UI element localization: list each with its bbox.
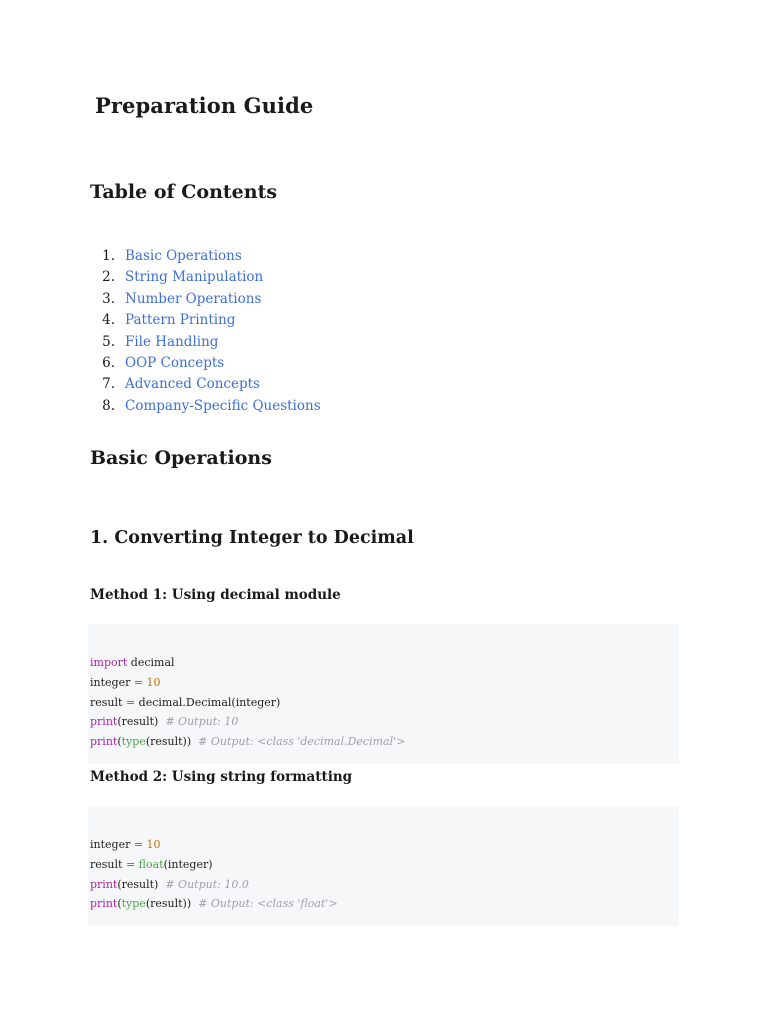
code-comment: # Output: 10.0 (165, 877, 249, 891)
code-builtin: float (138, 857, 164, 871)
code-text: decimal.Decimal(integer) (135, 695, 281, 709)
toc-item-string-manipulation (90, 267, 321, 288)
code-line (90, 693, 679, 713)
code-operator: = (133, 675, 144, 689)
code-function: print (90, 897, 118, 911)
toc-item-advanced-concepts (90, 374, 321, 395)
code-comment: # Output: <class 'float'> (198, 897, 338, 911)
toc-item-number: 5. (102, 333, 115, 350)
code-line (90, 673, 679, 693)
code-text: integer (90, 838, 134, 851)
subsection-heading: 1. Converting Integer to Decimal (90, 528, 414, 548)
table-of-contents (90, 246, 321, 417)
code-text: (integer) (163, 857, 213, 871)
toc-link-file-handling[interactable]: File Handling (125, 333, 219, 350)
toc-link-number-operations[interactable]: Number Operations (125, 290, 262, 307)
toc-item-company-specific-questions (90, 396, 321, 417)
code-builtin: type (121, 735, 146, 749)
toc-link-pattern-printing[interactable]: Pattern Printing (125, 312, 236, 329)
code-line (90, 712, 679, 732)
toc-item-number: 2. (102, 269, 115, 286)
toc-item-number-operations (90, 289, 321, 310)
code-line (90, 875, 679, 895)
code-text: (result) (117, 715, 166, 729)
code-text: result (90, 857, 126, 871)
toc-item-number: 7. (102, 376, 115, 393)
method-1-heading: Method 1: Using decimal module (90, 587, 341, 603)
code-line (90, 835, 679, 855)
code-operator: = (125, 695, 136, 709)
toc-link-oop-concepts[interactable]: OOP Concepts (125, 354, 225, 371)
code-number: 10 (143, 838, 161, 851)
code-line (90, 732, 679, 752)
method-2-heading: Method 2: Using string formatting (90, 769, 353, 785)
toc-link-string-manipulation[interactable]: String Manipulation (125, 269, 264, 286)
toc-heading: Table of Contents (90, 181, 278, 203)
code-comment: # Output: <class 'decimal.Decimal'> (198, 735, 406, 749)
toc-link-basic-operations[interactable]: Basic Operations (125, 248, 242, 264)
toc-item-oop-concepts (90, 353, 321, 374)
code-line (90, 855, 679, 875)
code-text: (result)) (145, 735, 199, 749)
toc-item-pattern-printing (90, 310, 321, 331)
code-block-method-1 (88, 624, 679, 764)
code-function: print (90, 735, 118, 749)
code-text: (result) (117, 877, 166, 891)
toc-item-number: 3. (102, 290, 115, 307)
toc-item-number: 1. (102, 248, 115, 264)
code-text: result (90, 695, 126, 709)
code-text: integer (90, 675, 134, 689)
section-heading-basic-operations: Basic Operations (90, 447, 272, 469)
code-line (90, 894, 679, 914)
toc-item-file-handling (90, 332, 321, 353)
toc-item-basic-operations (90, 246, 321, 267)
code-keyword: import (90, 656, 128, 669)
code-number: 10 (143, 675, 161, 689)
code-operator: = (125, 857, 136, 871)
code-block-method-2 (88, 806, 679, 926)
toc-item-number: 8. (102, 397, 115, 414)
code-text: ( (117, 897, 122, 911)
code-builtin: type (121, 897, 146, 911)
toc-link-company-specific-questions[interactable]: Company-Specific Questions (125, 397, 321, 414)
toc-link-advanced-concepts[interactable]: Advanced Concepts (125, 376, 260, 393)
code-function: print (90, 877, 118, 891)
code-line (90, 653, 679, 673)
code-function: print (90, 715, 118, 729)
code-operator: = (133, 838, 144, 851)
toc-item-number: 4. (102, 312, 115, 329)
code-comment: # Output: 10 (165, 715, 239, 729)
code-text: ( (117, 735, 122, 749)
toc-item-number: 6. (102, 354, 115, 371)
code-text: (result)) (145, 897, 199, 911)
code-text: decimal (127, 656, 175, 669)
page-title: Preparation Guide (95, 93, 314, 118)
